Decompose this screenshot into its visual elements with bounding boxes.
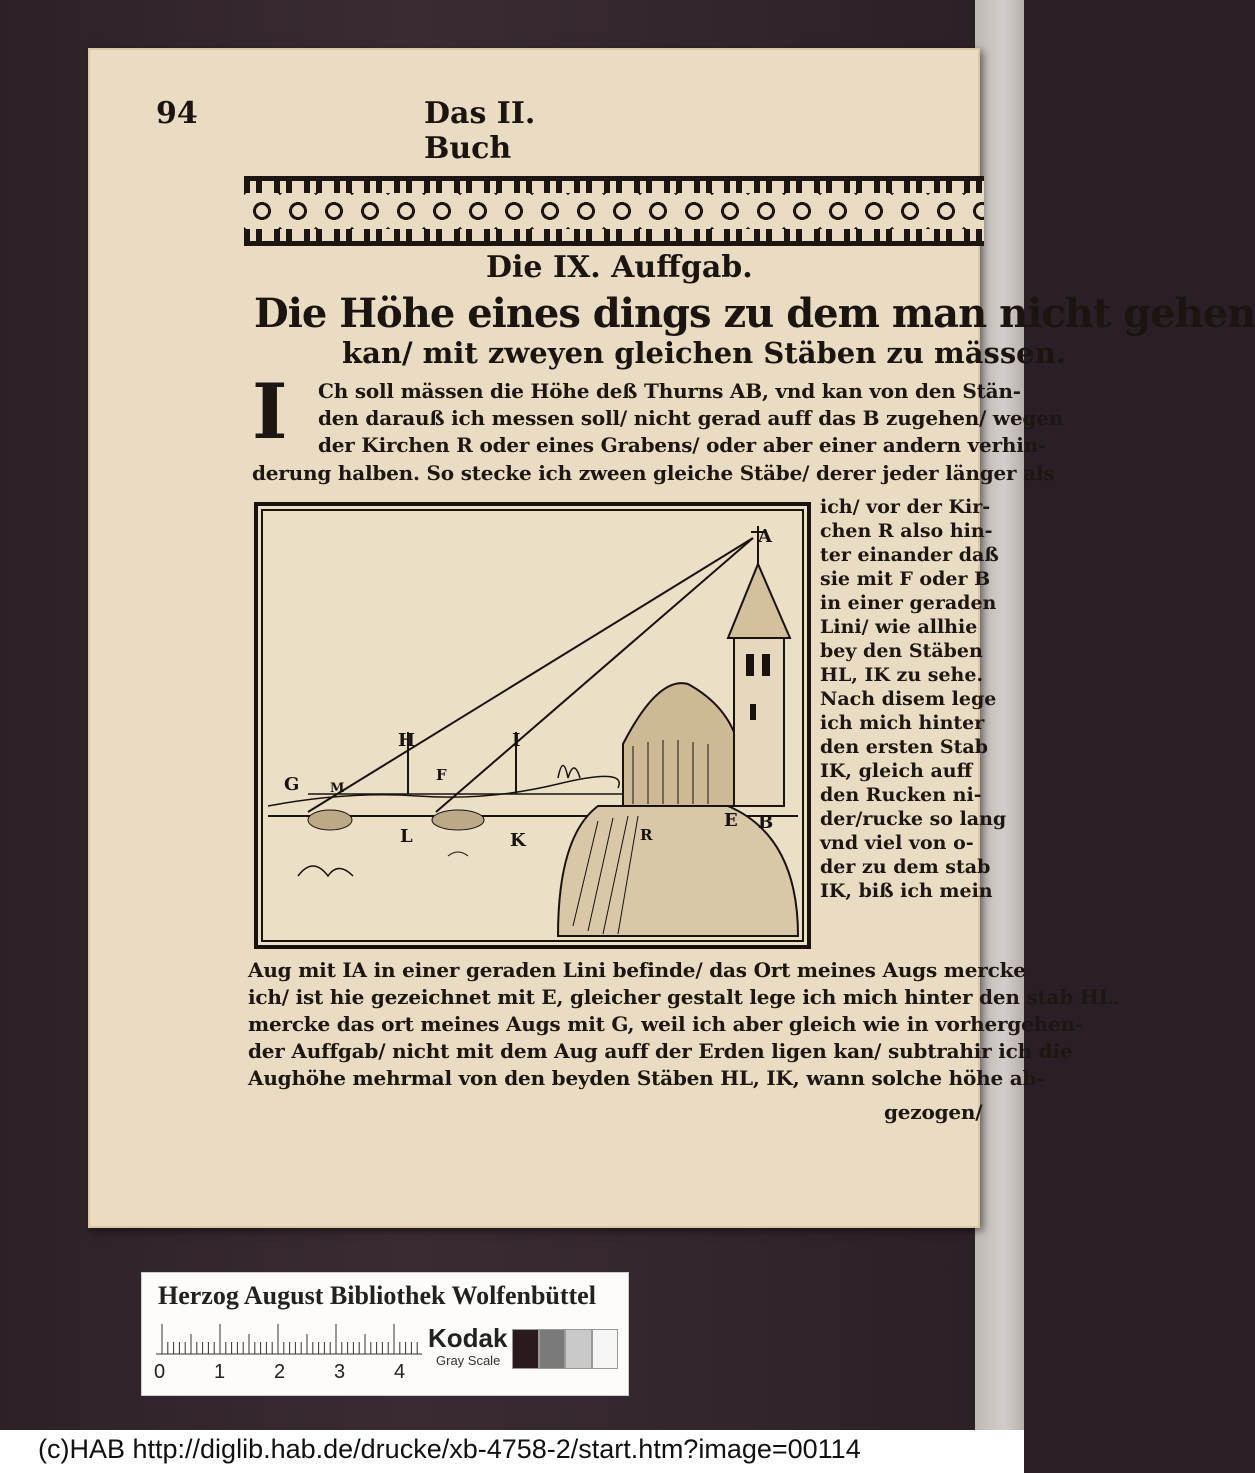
label-R: R	[640, 826, 653, 844]
gray-scale-label: Gray Scale	[436, 1353, 501, 1368]
side-line: der zu dem stab	[820, 856, 991, 878]
body-line: gezogen/	[884, 1100, 983, 1124]
gray-patch	[512, 1329, 539, 1369]
label-M: M	[330, 781, 345, 796]
page-header	[156, 90, 616, 166]
side-line: ich/ vor der Kir-	[820, 496, 991, 518]
side-line: chen R also hin-	[820, 520, 993, 542]
body-line: derung halben. So stecke ich zween gleiche Stäbe/ derer jeder länger als	[252, 461, 1055, 485]
label-L: L	[400, 826, 413, 847]
side-line: Lini/ wie allhie	[820, 616, 978, 638]
copyright-url: (c)HAB http://diglib.hab.de/drucke/xb-4758-2/start.htm?image=00114	[38, 1434, 861, 1464]
page-number: 94	[156, 96, 198, 131]
side-line: in einer geraden	[820, 592, 997, 614]
label-B: B	[758, 812, 774, 833]
side-line: ter einander daß	[820, 544, 999, 566]
ornamental-border	[244, 176, 984, 246]
gray-patch	[565, 1329, 592, 1369]
kodak-logo: Kodak	[428, 1323, 508, 1353]
gray-patch	[539, 1329, 566, 1369]
woodcut-figure	[254, 502, 811, 949]
side-line: ich mich hinter	[820, 712, 985, 734]
footer-bar	[0, 1430, 1024, 1473]
color-calibration-target	[141, 1272, 629, 1396]
body-line: der Kirchen R oder eines Grabens/ oder aber einer andern verhin-	[318, 433, 1047, 457]
problem-title-line-2: kan/ mit zweyen gleichen Stäben zu mässen.	[342, 336, 1066, 370]
problem-number: Die IX. Auffgab.	[486, 250, 753, 285]
label-F: F	[436, 766, 447, 784]
drop-capital: I	[252, 367, 288, 456]
label-A: A	[758, 526, 772, 547]
problem-title-line-1: Die Höhe eines dings zu dem man nicht gehen	[254, 290, 1255, 337]
label-H: H	[398, 730, 416, 751]
ruler-number: 3	[334, 1361, 346, 1383]
label-I: I	[512, 730, 521, 751]
side-line: IK, biß ich mein	[820, 880, 993, 902]
ruler-number: 0	[154, 1361, 166, 1383]
body-line: Aug mit IA in einer geraden Lini befinde/ das Ort meines Augs mercke	[248, 958, 1026, 982]
label-K: K	[510, 830, 526, 851]
body-line: ich/ ist hie gezeichnet mit E, gleicher gestalt lege ich mich hinter den stab HL.	[248, 985, 1120, 1009]
side-line: Nach disem lege	[820, 688, 997, 710]
side-line: sie mit F oder B	[820, 568, 991, 590]
woodcut-illustration	[258, 506, 807, 945]
running-head: Das II. Buch	[424, 96, 536, 166]
gray-patch	[592, 1329, 619, 1369]
label-E-tower: E	[724, 810, 738, 831]
ruler-icon	[156, 1321, 422, 1355]
body-line: der Auffgab/ nicht mit dem Aug auff der Erden ligen kan/ subtrahir ich die	[248, 1039, 1073, 1063]
side-line: den Rucken ni-	[820, 784, 982, 806]
body-line: mercke das ort meines Augs mit G, weil ich aber gleich wie in vorhergehen-	[248, 1012, 1083, 1036]
side-line: bey den Stäben	[820, 640, 983, 662]
label-G: G	[284, 774, 300, 795]
side-line: den ersten Stab	[820, 736, 988, 758]
side-line: HL, IK zu sehe.	[820, 664, 984, 686]
ruler-number: 2	[274, 1361, 286, 1383]
ruler-number: 1	[214, 1361, 226, 1383]
side-line: der/rucke so lang	[820, 808, 1007, 830]
body-line: den darauß ich messen soll/ nicht gerad auff das B zugehen/ wegen	[318, 406, 1064, 430]
body-line: Aughöhe mehrmal von den beyden Stäben HL, IK, wann solche höhe ab-	[248, 1066, 1045, 1090]
gray-patches	[512, 1329, 618, 1369]
side-line: vnd viel von o-	[820, 832, 974, 854]
side-line: IK, gleich auff	[820, 760, 973, 782]
body-line: Ch soll mässen die Höhe deß Thurns AB, vnd kan von den Stän-	[318, 379, 1021, 403]
library-name: Herzog August Bibliothek Wolfenbüttel	[158, 1281, 596, 1310]
ruler-number: 4	[394, 1361, 406, 1383]
